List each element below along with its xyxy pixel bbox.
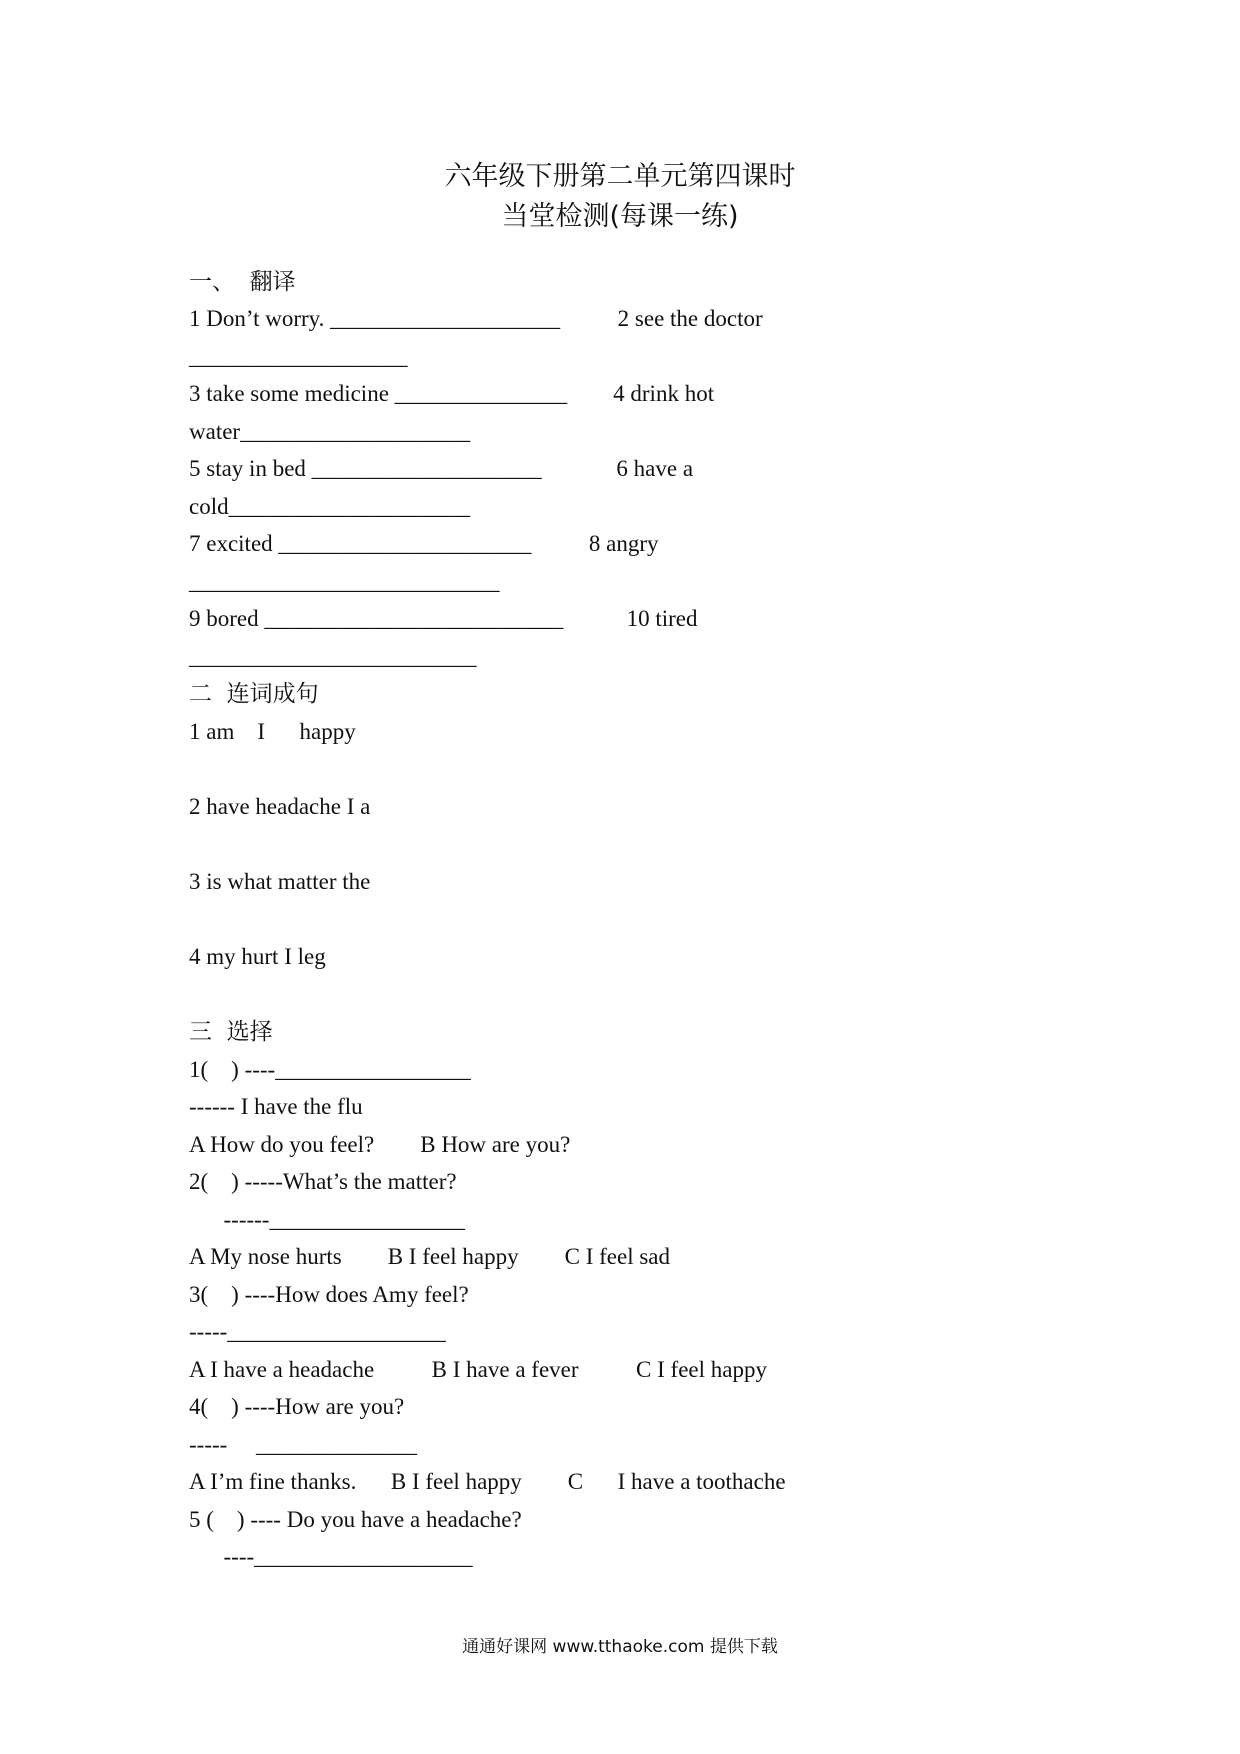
sentence-item: 1 am I happy — [189, 719, 356, 744]
translate-line: 9 bored __________________________ 10 tired — [189, 606, 698, 631]
footer-source: 通通好课网 www.tthaoke.com 提供下载 — [462, 1637, 778, 1657]
choice-line: 5 ( ) ---- Do you have a headache? — [189, 1507, 522, 1532]
translate-line: 5 stay in bed ____________________ 6 have a — [189, 456, 694, 481]
section-heading-translate: 一、 翻译 — [189, 269, 296, 295]
translate-line: 7 excited ______________________ 8 angry — [189, 531, 659, 556]
translate-line: cold_____________________ — [189, 494, 471, 519]
page-subtitle: 当堂检测(每课一练) — [501, 201, 739, 232]
translate-line: ___________________________ — [189, 569, 500, 594]
choice-line: 2( ) -----What’s the matter? — [189, 1169, 457, 1194]
choice-line: 4( ) ----How are you? — [189, 1394, 405, 1419]
choice-line: A I’m fine thanks. B I feel happy C I have a toothache — [189, 1469, 786, 1494]
choice-line: ------ I have the flu — [189, 1094, 363, 1119]
choice-line: -----___________________ — [189, 1319, 446, 1344]
translate-line: water____________________ — [189, 419, 471, 444]
translate-line: 1 Don’t worry. ____________________ 2 see the doctor — [189, 306, 763, 331]
choice-line: A I have a headache B I have a fever C I feel happy — [189, 1357, 767, 1382]
section-heading-choice: 三 选择 — [189, 1019, 273, 1045]
sentence-item: 2 have headache I a — [189, 794, 371, 819]
choice-line: A How do you feel? B How are you? — [189, 1132, 571, 1157]
choice-line: 3( ) ----How does Amy feel? — [189, 1282, 469, 1307]
choice-line: ----- ______________ — [189, 1432, 418, 1457]
translate-line: _________________________ — [189, 644, 477, 669]
choice-line: 1( ) ----_________________ — [189, 1057, 471, 1082]
translate-line: 3 take some medicine _______________ 4 drink hot — [189, 381, 715, 406]
sentence-item: 4 my hurt I leg — [189, 944, 326, 969]
sentence-item: 3 is what matter the — [189, 869, 371, 894]
section-heading-sentences: 二 连词成句 — [189, 681, 319, 707]
translate-line: ___________________ — [189, 344, 408, 369]
choice-line: ----___________________ — [189, 1544, 473, 1569]
choice-line: A My nose hurts B I feel happy C I feel sad — [189, 1244, 671, 1269]
choice-line: ------_________________ — [189, 1207, 465, 1232]
page-title: 六年级下册第二单元第四课时 — [444, 161, 796, 192]
